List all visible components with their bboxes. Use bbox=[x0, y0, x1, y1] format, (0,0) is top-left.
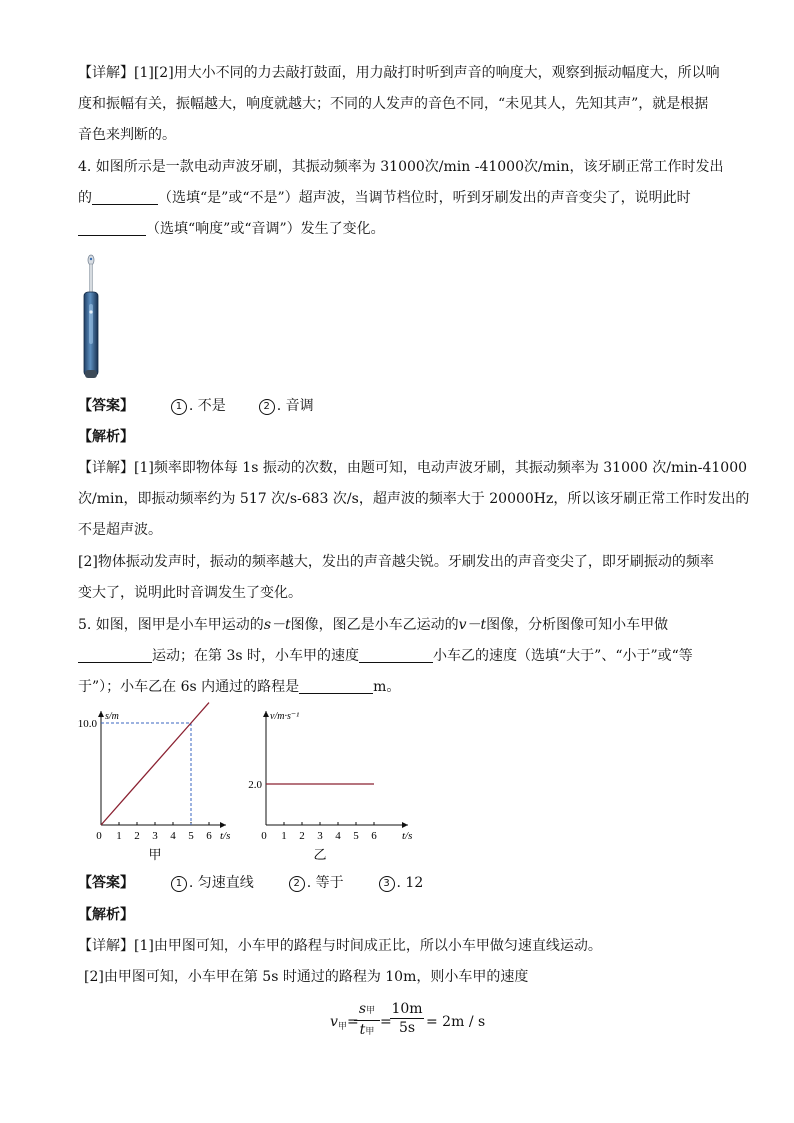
circled-number-2: 2 bbox=[289, 876, 305, 892]
q3-detail-line-2: 度和振幅有关，振幅越大，响度就越大；不同的人发声的音色不同，“未见其人，先知其声”，就是根据 bbox=[78, 96, 709, 112]
q4-detail-line-1: 【详解】[1]频率即物体每 1s 振动的次数，由题可知，电动声波牙刷，其振动频率为 31000 次/min-41000 bbox=[78, 460, 748, 476]
x-axis-label: t/s bbox=[402, 830, 413, 842]
q3-detail-line-1: 【详解】[1][2]用大小不同的力去敲打鼓面，用力敲打时听到声音的响度大，观察到振动幅度大，所以响 bbox=[78, 65, 720, 81]
q5-stem-text: 5. 如图，图甲是小车甲运动的 bbox=[78, 617, 264, 633]
q5-stem-text: 运动；在第 3s 时，小车甲的速度 bbox=[152, 648, 359, 664]
y-axis-label: s/m bbox=[105, 711, 119, 722]
y-tick-label: 2.0 bbox=[248, 779, 262, 791]
formula-numerator: 10m bbox=[391, 1001, 423, 1017]
answer-blank-5[interactable] bbox=[299, 679, 373, 694]
answer-label: 【答案】 bbox=[78, 398, 134, 414]
answer-text-3: . 12 bbox=[396, 875, 424, 891]
q3-detail-line-3: 音色来判断的。 bbox=[78, 127, 176, 143]
q5-stem-text: 图像，分析图像可知小车甲做 bbox=[486, 617, 669, 633]
q5-stem-line-1 bbox=[78, 615, 668, 635]
x-tick-label: 5 bbox=[353, 830, 359, 842]
x-tick-label: 0 bbox=[261, 830, 267, 842]
electric-toothbrush-image bbox=[80, 252, 102, 382]
formula-equals: = bbox=[346, 1014, 359, 1030]
q4-stem-text: （选填“是”或“不是”）超声波，当调节档位时，听到牙刷发出的声音变尖了，说明此时 bbox=[158, 190, 691, 206]
formula-subscript: 甲 bbox=[337, 1022, 347, 1032]
circled-number-2: 2 bbox=[259, 399, 275, 415]
circled-number-1: 1 bbox=[171, 876, 187, 892]
formula-v: v bbox=[330, 1014, 338, 1030]
y-axis-arrow bbox=[98, 711, 104, 717]
answer-text-2: . 音调 bbox=[276, 398, 314, 414]
x-axis-label: t/s bbox=[220, 830, 231, 842]
formula-result: = 2m / s bbox=[426, 1014, 486, 1030]
answer-label: 【答案】 bbox=[78, 875, 134, 891]
x-axis-arrow bbox=[220, 822, 226, 828]
x-tick-label: 0 bbox=[96, 830, 102, 842]
q5-stem-line-3 bbox=[78, 677, 400, 697]
formula-t: t bbox=[359, 1022, 366, 1038]
answer-text-1: . 匀速直线 bbox=[188, 875, 254, 891]
q5-stem-text: m。 bbox=[373, 679, 401, 695]
x-tick-label: 2 bbox=[134, 830, 140, 842]
q5-stem-text: 图像，图乙是小车乙运动的 bbox=[290, 617, 459, 633]
q4-stem-text: （选填“响度”或“音调”）发生了变化。 bbox=[146, 221, 385, 237]
fraction-s-over-t bbox=[354, 1000, 380, 1041]
q5-detail-line-1: 【详解】[1]由甲图可知，小车甲的路程与时间成正比，所以小车甲做匀速直线运动。 bbox=[78, 938, 602, 954]
q5-stem-text: 小车乙的速度（选填“大于”、“小于”或“等 bbox=[433, 648, 693, 664]
x-tick-label: 2 bbox=[299, 830, 305, 842]
formula-equals: = bbox=[380, 1014, 392, 1030]
q4-stem-line-1: 4. 如图所示是一款电动声波牙刷，其振动频率为 31000次/min -41000次/min，该牙刷正常工作时发出 bbox=[78, 159, 724, 175]
x-axis-arrow bbox=[402, 822, 408, 828]
x-tick-label: 6 bbox=[206, 830, 212, 842]
st-graph-label: s－t bbox=[263, 617, 291, 633]
q4-answer-row bbox=[78, 396, 314, 416]
formula-s: s bbox=[358, 1001, 367, 1017]
q4-detail-line-2: 次/min，即振动频率约为 517 次/s-683 次/s，超声波的频率大于 20000Hz，所以该牙刷正常工作时发出的 bbox=[78, 491, 750, 507]
q4-stem-line-3 bbox=[78, 219, 385, 239]
q4-detail-line-3: 不是超声波。 bbox=[78, 522, 162, 538]
answer-blank-1[interactable] bbox=[92, 190, 158, 205]
v-t-graph-yi bbox=[238, 705, 413, 865]
answer-text-1: . 不是 bbox=[188, 398, 226, 414]
q4-stem-text: 的 bbox=[78, 190, 92, 206]
y-axis-label: v/m·s⁻¹ bbox=[270, 711, 300, 722]
y-axis-arrow bbox=[263, 711, 269, 717]
analysis-label: 【解析】 bbox=[78, 907, 134, 923]
formula-subscript: 甲 bbox=[366, 1006, 376, 1016]
chart-caption: 乙 bbox=[313, 847, 327, 862]
answer-text-2: . 等于 bbox=[306, 875, 344, 891]
q4-detail-line-4: [2]物体振动发声时，振动的频率越大，发出的声音越尖锐。牙刷发出的声音变尖了，即牙刷振动的频率 bbox=[78, 554, 714, 570]
q4-detail-line-5: 变大了，说明此时音调发生了变化。 bbox=[78, 585, 302, 601]
y-tick-label: 10.0 bbox=[77, 718, 97, 730]
answer-blank-3[interactable] bbox=[78, 648, 152, 663]
q5-stem-line-2 bbox=[78, 646, 693, 666]
x-tick-label: 1 bbox=[116, 830, 122, 842]
answer-blank-2[interactable] bbox=[78, 221, 146, 236]
formula-subscript: 甲 bbox=[365, 1027, 375, 1037]
x-tick-label: 3 bbox=[152, 830, 158, 842]
fraction-10m-over-5s bbox=[390, 1000, 424, 1037]
answer-blank-4[interactable] bbox=[359, 648, 433, 663]
chart-caption: 甲 bbox=[148, 847, 162, 862]
circled-number-1: 1 bbox=[171, 399, 187, 415]
q5-answer-row bbox=[78, 873, 423, 893]
x-tick-label: 1 bbox=[281, 830, 287, 842]
x-tick-label: 5 bbox=[188, 830, 194, 842]
q5-stem-text: 于”）；小车乙在 6s 内通过的路程是 bbox=[78, 679, 300, 695]
s-t-graph-jia bbox=[77, 705, 231, 865]
formula-denominator: 5s bbox=[398, 1020, 416, 1036]
speed-formula bbox=[330, 1000, 490, 1050]
x-tick-label: 6 bbox=[371, 830, 377, 842]
vt-graph-label: v－t bbox=[458, 617, 487, 633]
x-tick-label: 4 bbox=[170, 830, 176, 842]
circled-number-3: 3 bbox=[379, 876, 395, 892]
x-tick-label: 3 bbox=[317, 830, 323, 842]
analysis-label: 【解析】 bbox=[78, 429, 134, 445]
q4-stem-line-2 bbox=[78, 188, 691, 208]
x-tick-label: 4 bbox=[335, 830, 341, 842]
q5-detail-line-2: [2]由甲图可知，小车甲在第 5s 时通过的路程为 10m，则小车甲的速度 bbox=[84, 969, 529, 985]
